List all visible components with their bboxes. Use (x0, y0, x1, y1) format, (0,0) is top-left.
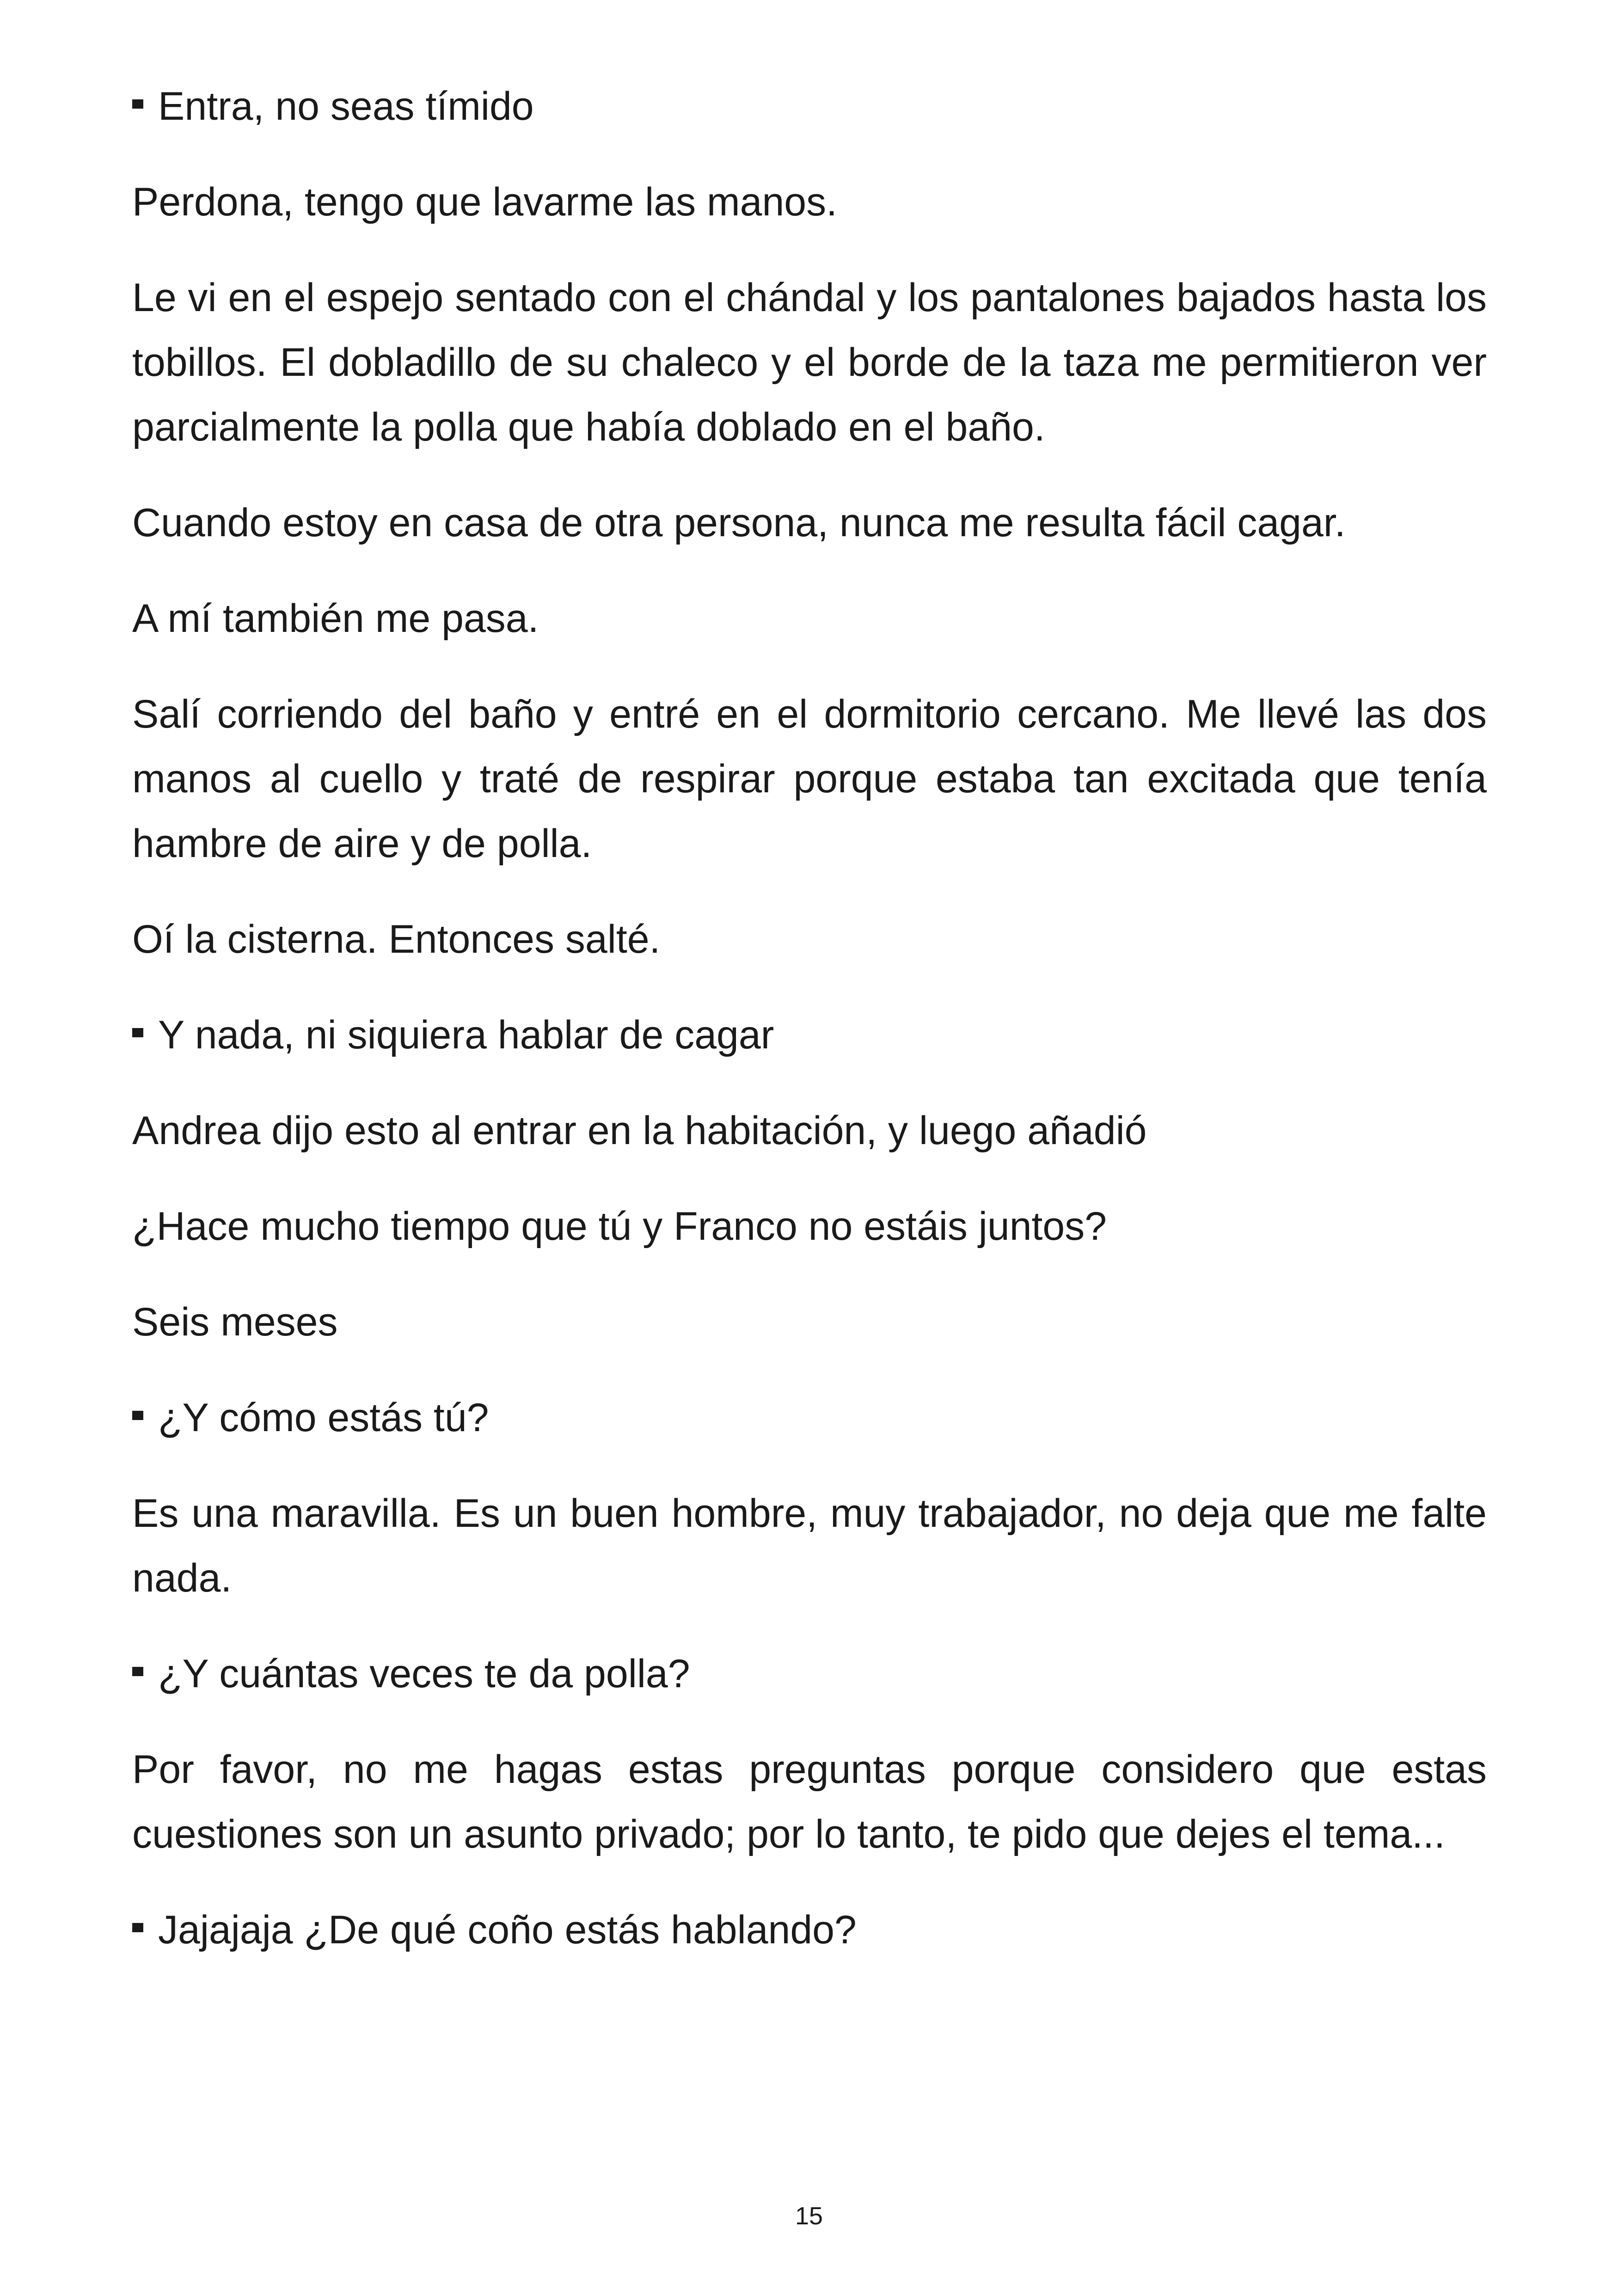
paragraph: Por favor, no me hagas estas preguntas porque considero que estas cuestiones son un asunto privado; por lo tanto, te pido que dejes el tema... (132, 1747, 1487, 1856)
page-number: 15 (795, 2202, 823, 2230)
paragraph: Oí la cisterna. Entonces salté. (132, 917, 661, 961)
dialogue-dash-icon (132, 1923, 143, 1932)
dialogue-dash-icon (132, 99, 143, 109)
paragraph-text: ¿Y cuántas veces te da polla? (158, 1652, 690, 1696)
paragraph-text: Y nada, ni siquiera hablar de cagar (158, 1013, 774, 1057)
page-body (132, 74, 1487, 1993)
dialogue-line (132, 1641, 1487, 1706)
dialogue-line (132, 74, 1487, 139)
paragraph-text: Jajajaja ¿De qué coño estás hablando? (158, 1908, 857, 1952)
paragraph: A mí también me pasa. (132, 596, 539, 641)
paragraph: Le vi en el espejo sentado con el chándal y los pantalones bajados hasta los tobillos. El dobladillo de su chaleco y el borde de la taza me permitieron ver parcialmente la polla que había doblado en el baño. (132, 276, 1487, 449)
dialogue-dash-icon (132, 1028, 143, 1037)
dialogue-line (132, 1385, 1487, 1450)
paragraph: Es una maravilla. Es un buen hombre, muy trabajador, no deja que me falte nada. (132, 1491, 1487, 1600)
dialogue-line (132, 1003, 1487, 1067)
paragraph: Andrea dijo esto al entrar en la habitación, y luego añadió (132, 1108, 1147, 1153)
paragraph: ¿Hace mucho tiempo que tú y Franco no estáis juntos? (132, 1204, 1107, 1249)
dialogue-line (132, 1898, 1487, 1962)
dialogue-dash-icon (132, 1411, 143, 1420)
paragraph: Perdona, tengo que lavarme las manos. (132, 180, 838, 224)
paragraph-text: Entra, no seas tímido (158, 84, 534, 129)
paragraph-text: ¿Y cómo estás tú? (158, 1396, 489, 1440)
dialogue-dash-icon (132, 1667, 143, 1676)
paragraph: Cuando estoy en casa de otra persona, nunca me resulta fácil cagar. (132, 501, 1346, 545)
paragraph: Salí corriendo del baño y entré en el dormitorio cercano. Me llevé las dos manos al cuello y traté de respirar porque estaba tan excitada que tenía hambre de aire y de polla. (132, 692, 1487, 866)
paragraph: Seis meses (132, 1300, 338, 1344)
